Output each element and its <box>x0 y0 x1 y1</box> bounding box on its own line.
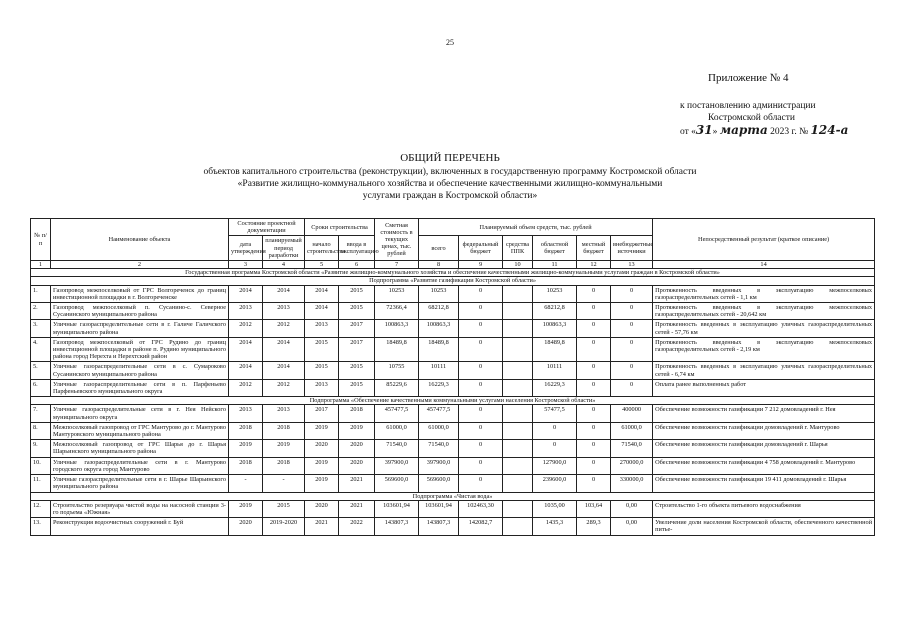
cell-start: 2013 <box>305 379 339 396</box>
header-construction-start: начало строительства <box>305 236 339 261</box>
cell-approval: 2014 <box>229 337 263 362</box>
cell-name: Уличные газораспределительные сети в г. Нея Нейского муниципального округа <box>51 405 229 422</box>
cell-start: 2021 <box>305 518 339 535</box>
cell-num: 8. <box>31 422 51 439</box>
cell-federal: 0 <box>459 320 503 337</box>
cell-offbudget: 71540,0 <box>611 440 653 457</box>
cell-regional: 16229,3 <box>533 379 577 396</box>
column-index: 5 <box>305 261 339 269</box>
cell-ppk <box>503 457 533 474</box>
cell-approval: 2018 <box>229 457 263 474</box>
cell-cost: 457477,5 <box>375 405 419 422</box>
cell-total: 18489,8 <box>419 337 459 362</box>
resolution-number-handwritten: 124-а <box>810 123 849 137</box>
cell-result: Протяженность введенных в эксплуатацию уличных газораспределительных сетей - 57,76 км <box>653 320 875 337</box>
cell-start: 2014 <box>305 285 339 302</box>
cell-end: 2022 <box>339 518 375 535</box>
cell-planned: 2012 <box>263 379 305 396</box>
cell-local: 103,64 <box>577 500 611 517</box>
cell-local: 0 <box>577 475 611 492</box>
cell-cost: 143807,3 <box>375 518 419 535</box>
cell-regional: 0 <box>533 440 577 457</box>
cell-federal: 0 <box>459 303 503 320</box>
cell-planned: 2014 <box>263 362 305 379</box>
cell-regional: 10111 <box>533 362 577 379</box>
cell-regional: 100863,3 <box>533 320 577 337</box>
header-local: местный бюджет <box>577 236 611 261</box>
cell-approval: 2012 <box>229 379 263 396</box>
table-row <box>31 379 875 396</box>
cell-ppk <box>503 422 533 439</box>
cell-regional: 18489,8 <box>533 337 577 362</box>
cell-result: Оплата ранее выполненных работ <box>653 379 875 396</box>
title-line-4: услугами граждан в Костромской области» <box>362 191 538 201</box>
cell-approval: 2014 <box>229 362 263 379</box>
cell-federal: 0 <box>459 337 503 362</box>
table-row <box>31 457 875 474</box>
cell-cost: 18489,8 <box>375 337 419 362</box>
cell-name: Реконструкция водоочистных сооружений г. Буй <box>51 518 229 535</box>
header-result: Непосредственный результат (краткое описание) <box>653 219 875 261</box>
cell-planned: 2013 <box>263 405 305 422</box>
cell-start: 2015 <box>305 362 339 379</box>
objects-table <box>30 218 875 536</box>
cell-federal: 0 <box>459 379 503 396</box>
column-index: 4 <box>263 261 305 269</box>
cell-planned: 2019-2020 <box>263 518 305 535</box>
cell-regional: 68212,8 <box>533 303 577 320</box>
cell-local: 0 <box>577 320 611 337</box>
cell-planned: 2014 <box>263 337 305 362</box>
cell-start: 2014 <box>305 303 339 320</box>
resolution-reference <box>680 100 870 138</box>
cell-local: 289,3 <box>577 518 611 535</box>
cell-federal: 102463,30 <box>459 500 503 517</box>
cell-cost: 10755 <box>375 362 419 379</box>
cell-regional: 57477,5 <box>533 405 577 422</box>
cell-name: Газопровод межпоселковый от ГРС Волгореченск до границ инвестиционной площадки в г. Волгореченске <box>51 285 229 302</box>
cell-federal: 0 <box>459 285 503 302</box>
cell-num: 3. <box>31 320 51 337</box>
cell-planned: - <box>263 475 305 492</box>
cell-regional: 127900,0 <box>533 457 577 474</box>
cell-name: Газопровод межпоселковый от ГРС Рудино до границ инвестиционной площадки в районе п. Рудино муниципального района город Нерехта и Нерехтский район <box>51 337 229 362</box>
subprogram-row <box>31 397 875 405</box>
subprogram-title: Подпрограмма «Обеспечение качественными коммунальными услугами населения Костромской области» <box>31 397 875 405</box>
header-regional: областной бюджет <box>533 236 577 261</box>
table-row <box>31 422 875 439</box>
subprogram-row <box>31 492 875 500</box>
cell-name: Уличные газораспределительные сети в г. Мантурово городского округа город Мантурово <box>51 457 229 474</box>
cell-approval: 2013 <box>229 303 263 320</box>
cell-name: Уличные газораспределительные сети в с. Сумароково Сусанинского муниципального района <box>51 362 229 379</box>
column-index: 8 <box>419 261 459 269</box>
cell-ppk <box>503 303 533 320</box>
table-row <box>31 320 875 337</box>
cell-result: Увеличение доли населения Костромской области, обеспеченного качественной питье- <box>653 518 875 535</box>
cell-end: 2015 <box>339 379 375 396</box>
column-index: 14 <box>653 261 875 269</box>
cell-total: 103601,94 <box>419 500 459 517</box>
column-index: 7 <box>375 261 419 269</box>
cell-offbudget: 0 <box>611 320 653 337</box>
cell-end: 2021 <box>339 475 375 492</box>
cell-start: 2019 <box>305 475 339 492</box>
header-ppk: средства ППК <box>503 236 533 261</box>
cell-num: 5. <box>31 362 51 379</box>
subprogram-title: Подпрограмма «Чистая вода» <box>31 492 875 500</box>
resolution-line-2: Костромской области <box>708 113 795 123</box>
column-index: 2 <box>51 261 229 269</box>
cell-total: 457477,5 <box>419 405 459 422</box>
cell-num: 7. <box>31 405 51 422</box>
cell-result: Обеспечение возможности газификации 4 758 домовладений г. Мантурово <box>653 457 875 474</box>
cell-num: 13. <box>31 518 51 535</box>
cell-end: 2019 <box>339 422 375 439</box>
page-number: 25 <box>446 38 454 47</box>
cell-planned: 2019 <box>263 440 305 457</box>
header-estimated-cost: Сметная стоимость в текущих ценах, тыс. рублей <box>375 219 419 261</box>
table-body <box>31 261 875 536</box>
cell-start: 2015 <box>305 337 339 362</box>
cell-offbudget: 0,00 <box>611 518 653 535</box>
cell-total: 61000,0 <box>419 422 459 439</box>
cell-offbudget: 0 <box>611 362 653 379</box>
cell-local: 0 <box>577 337 611 362</box>
cell-ppk <box>503 500 533 517</box>
cell-cost: 85229,6 <box>375 379 419 396</box>
cell-name: Уличные газораспределительные сети в п. Парфеньево Парфеньевского муниципального округа <box>51 379 229 396</box>
cell-num: 1. <box>31 285 51 302</box>
cell-num: 4. <box>31 337 51 362</box>
cell-local: 0 <box>577 457 611 474</box>
cell-total: 10111 <box>419 362 459 379</box>
cell-cost: 100863,3 <box>375 320 419 337</box>
cell-result: Строительство 1-го объекта питьевого водоснабжения <box>653 500 875 517</box>
cell-start: 2013 <box>305 320 339 337</box>
cell-end: 2020 <box>339 457 375 474</box>
program-title-row <box>31 269 875 277</box>
cell-federal: 0 <box>459 457 503 474</box>
date-prefix: от « <box>680 127 696 137</box>
cell-approval: - <box>229 475 263 492</box>
cell-cost: 397900,0 <box>375 457 419 474</box>
cell-start: 2019 <box>305 422 339 439</box>
cell-total: 68212,8 <box>419 303 459 320</box>
cell-total: 100863,3 <box>419 320 459 337</box>
cell-cost: 71540,0 <box>375 440 419 457</box>
cell-name: Межпоселковый газопровод от ГРС Мантурово до г. Мантурово Мантуровского муниципального района <box>51 422 229 439</box>
cell-local: 0 <box>577 303 611 320</box>
title-line-1: ОБЩИЙ ПЕРЕЧЕНЬ <box>400 152 500 164</box>
header-offbudget: внебюджетные источники <box>611 236 653 261</box>
cell-name: Межпоселковый газопровод от ГРС Шарья до г. Шарья Шарьинского муниципального района <box>51 440 229 457</box>
cell-result: Обеспечение возможности газификации домовладений г. Шарья <box>653 440 875 457</box>
cell-offbudget: 270000,0 <box>611 457 653 474</box>
title-line-3: «Развитие жилищно-коммунального хозяйства и обеспечение качественными жилищно-коммунальными <box>237 179 663 189</box>
resolution-line-1: к постановлению администрации <box>680 101 816 111</box>
cell-planned: 2018 <box>263 457 305 474</box>
cell-planned: 2015 <box>263 500 305 517</box>
cell-ppk <box>503 320 533 337</box>
cell-cost: 72366,4 <box>375 303 419 320</box>
cell-result: Обеспечение возможности газификации 7 212 домовладений г. Нея <box>653 405 875 422</box>
date-mid: » <box>712 127 720 137</box>
header-planned-funds: Планируемый объем средств, тыс. рублей <box>419 219 653 236</box>
cell-local: 0 <box>577 440 611 457</box>
cell-federal: 142082,7 <box>459 518 503 535</box>
cell-offbudget: 61000,0 <box>611 422 653 439</box>
cell-name: Уличные газораспределительные сети в г. Шарье Шарьинского муниципального района <box>51 475 229 492</box>
date-day-handwritten: 31 <box>695 123 713 137</box>
cell-ppk <box>503 475 533 492</box>
table-row <box>31 440 875 457</box>
cell-local: 0 <box>577 379 611 396</box>
cell-end: 2015 <box>339 303 375 320</box>
cell-planned: 2012 <box>263 320 305 337</box>
header-design-approval: дата утверждения <box>229 236 263 261</box>
cell-num: 2. <box>31 303 51 320</box>
title-line-2: объектов капитального строительства (реконструкции), включенных в государственную программу Костромской области <box>203 167 697 177</box>
cell-end: 2020 <box>339 440 375 457</box>
cell-approval: 2020 <box>229 518 263 535</box>
cell-end: 2017 <box>339 337 375 362</box>
cell-approval: 2014 <box>229 285 263 302</box>
cell-start: 2020 <box>305 500 339 517</box>
cell-total: 16229,3 <box>419 379 459 396</box>
cell-result: Обеспечение возможности газификации домовладений г. Мантурово <box>653 422 875 439</box>
cell-total: 143807,3 <box>419 518 459 535</box>
cell-ppk <box>503 405 533 422</box>
cell-planned: 2013 <box>263 303 305 320</box>
cell-result: Протяженность введенных в эксплуатацию межпоселковых газораспределительных сетей - 2,19 км <box>653 337 875 362</box>
table-row <box>31 405 875 422</box>
cell-name: Уличные газораспределительные сети в г. Галиче Галичского муниципального района <box>51 320 229 337</box>
column-index: 12 <box>577 261 611 269</box>
cell-approval: 2019 <box>229 500 263 517</box>
header-num: № п/п <box>31 219 51 261</box>
column-index: 6 <box>339 261 375 269</box>
cell-result: Обеспечение возможности газификации 19 411 домовладений г. Шарья <box>653 475 875 492</box>
header-construction-end: ввода в эксплуатацию <box>339 236 375 261</box>
column-index: 11 <box>533 261 577 269</box>
cell-end: 2021 <box>339 500 375 517</box>
cell-offbudget: 400000 <box>611 405 653 422</box>
cell-name: Газопровод межпоселковый п. Сусанино-с. Северное Сусанинского муниципального района <box>51 303 229 320</box>
cell-num: 11. <box>31 475 51 492</box>
resolution-date-line <box>680 124 870 138</box>
subprogram-row <box>31 277 875 285</box>
table-row <box>31 500 875 517</box>
cell-planned: 2014 <box>263 285 305 302</box>
cell-result: Протяженность введенных в эксплуатацию межпоселковых газораспределительных сетей - 20,642 км <box>653 303 875 320</box>
cell-end: 2015 <box>339 362 375 379</box>
header-construction-terms: Сроки строительства <box>305 219 375 236</box>
cell-ppk <box>503 337 533 362</box>
column-index: 13 <box>611 261 653 269</box>
cell-total: 10253 <box>419 285 459 302</box>
cell-name: Строительство резервуара чистой воды на насосной станции 3-го подъема «Южная» <box>51 500 229 517</box>
subprogram-title: Подпрограмма «Развитие газификации Костромской области» <box>31 277 875 285</box>
table-row <box>31 362 875 379</box>
header-design-status: Состояние проектной документации <box>229 219 305 236</box>
column-index: 10 <box>503 261 533 269</box>
cell-offbudget: 330000,0 <box>611 475 653 492</box>
cell-approval: 2012 <box>229 320 263 337</box>
cell-federal: 0 <box>459 475 503 492</box>
header-design-planned: планируемый период разработки <box>263 236 305 261</box>
appendix-label: Приложение № 4 <box>708 72 789 84</box>
cell-total: 397900,0 <box>419 457 459 474</box>
cell-cost: 103601,94 <box>375 500 419 517</box>
cell-local: 0 <box>577 362 611 379</box>
cell-offbudget: 0 <box>611 337 653 362</box>
cell-offbudget: 0 <box>611 285 653 302</box>
date-year: 2023 г. № <box>767 127 811 137</box>
cell-ppk <box>503 285 533 302</box>
cell-regional: 239600,0 <box>533 475 577 492</box>
header-name: Наименование объекта <box>51 219 229 261</box>
column-index: 3 <box>229 261 263 269</box>
cell-result: Протяженность введенных в эксплуатацию уличных газораспределительных сетей - 6,74 км <box>653 362 875 379</box>
cell-end: 2017 <box>339 320 375 337</box>
cell-result: Протяженность введенных в эксплуатацию межпоселковых газораспределительных сетей - 1,1 км <box>653 285 875 302</box>
table-row <box>31 285 875 302</box>
cell-federal: 0 <box>459 440 503 457</box>
cell-regional: 1035,00 <box>533 500 577 517</box>
cell-local: 0 <box>577 405 611 422</box>
cell-federal: 0 <box>459 405 503 422</box>
header-federal: федеральный бюджет <box>459 236 503 261</box>
cell-approval: 2013 <box>229 405 263 422</box>
table-row <box>31 303 875 320</box>
cell-regional: 1435,3 <box>533 518 577 535</box>
cell-num: 9. <box>31 440 51 457</box>
cell-local: 0 <box>577 422 611 439</box>
cell-cost: 569600,0 <box>375 475 419 492</box>
cell-cost: 10253 <box>375 285 419 302</box>
cell-total: 71540,0 <box>419 440 459 457</box>
cell-ppk <box>503 440 533 457</box>
cell-local: 0 <box>577 285 611 302</box>
cell-start: 2019 <box>305 457 339 474</box>
cell-ppk <box>503 518 533 535</box>
cell-end: 2018 <box>339 405 375 422</box>
cell-start: 2020 <box>305 440 339 457</box>
document-title <box>0 152 900 202</box>
cell-approval: 2019 <box>229 440 263 457</box>
cell-end: 2015 <box>339 285 375 302</box>
cell-offbudget: 0 <box>611 379 653 396</box>
cell-ppk <box>503 379 533 396</box>
cell-start: 2017 <box>305 405 339 422</box>
program-title: Государственная программа Костромской области «Развитие жилищно-коммунального хозяйства и обеспечение качественными жилищно-коммунальными услугами граждан в Костромской области» <box>31 269 875 277</box>
cell-num: 10. <box>31 457 51 474</box>
cell-regional: 0 <box>533 422 577 439</box>
cell-regional: 10253 <box>533 285 577 302</box>
column-index: 1 <box>31 261 51 269</box>
cell-num: 12. <box>31 500 51 517</box>
table-row <box>31 518 875 535</box>
header-total: всего <box>419 236 459 261</box>
table-row <box>31 337 875 362</box>
cell-offbudget: 0 <box>611 303 653 320</box>
column-index-row <box>31 261 875 269</box>
cell-planned: 2018 <box>263 422 305 439</box>
column-index: 9 <box>459 261 503 269</box>
cell-cost: 61000,0 <box>375 422 419 439</box>
cell-ppk <box>503 362 533 379</box>
date-month-handwritten: марта <box>719 123 768 137</box>
cell-num: 6. <box>31 379 51 396</box>
table-row <box>31 475 875 492</box>
cell-federal: 0 <box>459 362 503 379</box>
cell-total: 569600,0 <box>419 475 459 492</box>
cell-offbudget: 0,00 <box>611 500 653 517</box>
cell-federal: 0 <box>459 422 503 439</box>
cell-approval: 2018 <box>229 422 263 439</box>
